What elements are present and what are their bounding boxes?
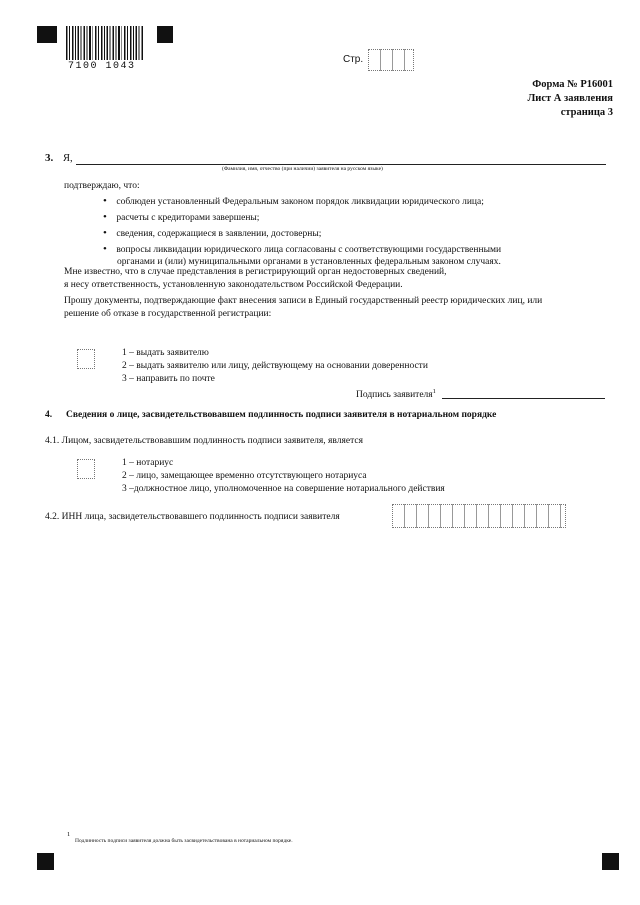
request-line-2: решение об отказе в государственной регистрации: (64, 309, 272, 319)
barcode (66, 26, 144, 60)
delivery-option-1: 1 – выдать заявителю (122, 348, 209, 358)
corner-marker-bottom-left (37, 853, 54, 870)
corner-marker-top-left (37, 26, 57, 43)
delivery-option-3: 3 – направить по почте (122, 374, 215, 384)
section4-title: Сведения о лице, засвидетельствовавшем подлинность подписи заявителя в нотариальном порядке (66, 410, 497, 420)
certifier-option-1: 1 – нотариус (122, 458, 174, 468)
bullet-item: • сведения, содержащиеся в заявлении, достоверны; (103, 226, 322, 239)
page-number-field[interactable] (368, 49, 414, 71)
signature-footnote-mark: 1 (432, 388, 436, 395)
page-label: Стр. (343, 54, 364, 65)
inn-field[interactable] (392, 504, 566, 528)
barcode-number: 7100 1043 (68, 61, 136, 72)
signature-line[interactable] (442, 398, 605, 399)
form-number: Форма № Р16001 (532, 79, 613, 90)
footnote-mark: 1 (67, 831, 71, 838)
confirm-text: подтверждаю, что: (64, 181, 140, 191)
section3-number: 3. (45, 152, 54, 164)
certifier-option-3: 3 –должностное лицо, уполномоченное на совершение нотариального действия (122, 484, 445, 494)
bullet-item: • вопросы ликвидации юридического лица согласованы с соответствующими государственными (103, 242, 502, 255)
aware-line-1: Мне известно, что в случае представления в регистрирующий орган недостоверных сведений, (64, 267, 447, 277)
delivery-method-field[interactable] (77, 349, 95, 369)
request-line-1: Прошу документы, подтверждающие факт внесения записи в Единый государственный реестр юридических лиц, или (64, 296, 543, 306)
bullet-item: • расчеты с кредиторами завершены; (103, 210, 260, 223)
section4-number: 4. (45, 410, 53, 420)
signature-label: Подпись заявителя$^1$ (356, 388, 436, 401)
page-sheet-label: страница 3 (560, 107, 613, 118)
corner-marker-bottom-right (602, 853, 619, 870)
sheet-label: Лист А заявления (527, 93, 613, 104)
bullet-item: • соблюден установленный Федеральным законом порядок ликвидации юридического лица; (103, 195, 484, 207)
footnote-text: Подлинность подписи заявителя должна быть засвидетельствована в нотариальном порядке. (75, 838, 293, 844)
certifier-type-field[interactable] (77, 459, 95, 479)
bullet-list (103, 195, 501, 268)
certifier-option-2: 2 – лицо, замещающее временно отсутствующего нотариуса (122, 471, 367, 481)
delivery-option-2: 2 – выдать заявителю или лицу, действующему на основании доверенности (122, 361, 428, 371)
aware-line-2: я несу ответственность, установленную законодательством Российской Федерации. (64, 280, 403, 290)
subsection-4-2-label: 4.2. ИНН лица, засвидетельствовавшего подлинность подписи заявителя (45, 512, 340, 522)
subsection-4-1-label: 4.1. Лицом, засвидетельствовавшим подлинность подписи заявителя, является (45, 436, 363, 446)
applicant-name-hint: (Фамилия, имя, отчество (при наличии) заявителя на русском языке) (222, 166, 383, 172)
bullet-item-continuation: органами и (или) муниципальными органами в установленных федеральным законом случаях. (117, 256, 501, 267)
corner-marker-top-right (157, 26, 173, 43)
section3-i-label: Я, (63, 153, 73, 164)
applicant-name-line[interactable] (76, 164, 606, 165)
